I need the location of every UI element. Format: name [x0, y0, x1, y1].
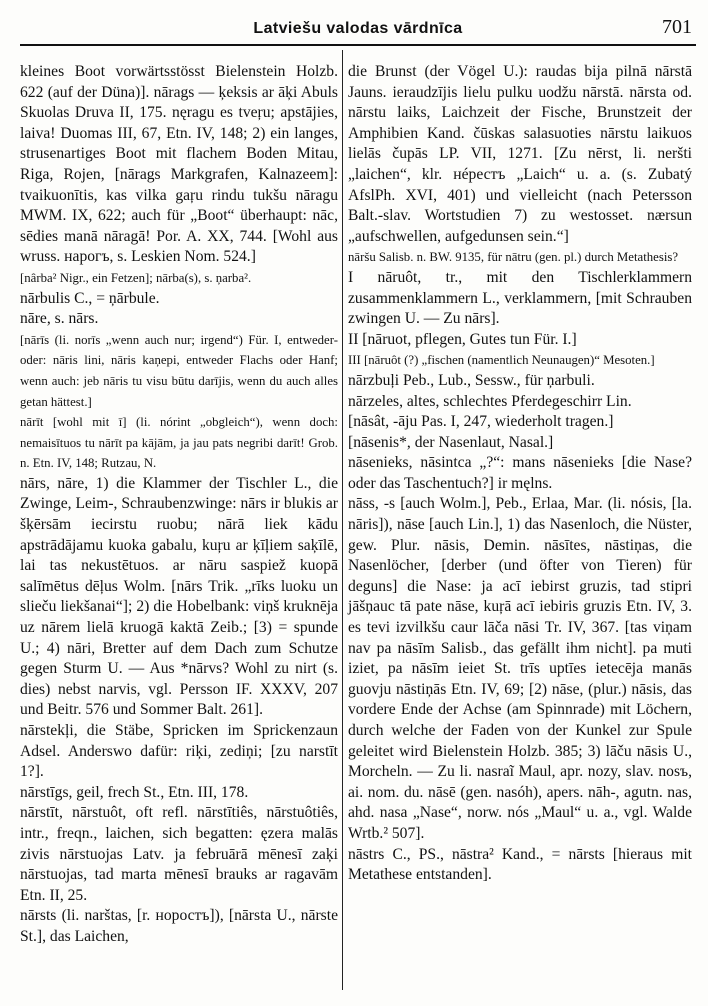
entry-nasat: [nāsât, -āju Pas. I, 247, wiederholt tragen.] — [348, 413, 614, 431]
entry-narsts-continued: die Brunst (der Vögel U.): raudas bija pilnā nārstā Jauns. ieraudzījis lielu pulku uodžu nārstā. nārsta od. nārstu laiks, Laichzeit der Fische, Brunstzeit der Amphibien Kand. čūskas salasuoties nārstu laikuos lielās čupās LP. VII, 1271. [Zu nērst, li. neršti „laichen“, klr. нéрестъ „Laich“ u. a. (s. Zubatý AfslPh. XVI, 401) und vielleicht (nach Petersson Balt.-slav. Wortstudien 7) zu westosset. nærsun „aufschwellen, aufgedunsen sein.“] — [348, 63, 692, 245]
entry-naris: [nārīs (li. norīs „wenn auch nur; irgend“) Für. I, entweder-oder: nāris lini, nāris kaņepi, entweder Flachs oder Hanf; wenn auch: jeb nāris tu visu būtu darījis, wenn du auch alles getan hättest.] — [20, 332, 338, 409]
entry-narsts: nārsts (li. narštas, [r. норостъ]), [nārsta U., nārste St.], das Laichen, — [20, 907, 338, 945]
page-header — [20, 4, 696, 46]
entry-naruot-2: II [nāruot, pflegen, Gutes tun Für. I.] — [348, 330, 577, 348]
left-column — [20, 62, 338, 948]
entry-nars: nārs, nāre, 1) die Klammer der Tischler L., die Zwinge, Leim-, Schraubenzwinge: nārs ir blukis ar šķērsām iecirstu ruobu; nārā liek kādu apstrādājamu kuoka gabalu, kuŗu ar ķīļiem saķīlē, lai tas nekustētuos. ar nāru saspiež kuopā salīmētus dēļus Wolm. [nārs Trik. „rīks luoku un slieču liekšanai“]; 2) die Hobelbank: viņš kruknēja uz nārem lielā kruogā kaktā Zeib.; [3) = spunde U.; 4) nāri, Bretter auf dem Dach zum Schutze gegen Sturm U. — Aus *nārvs? Wohl zu nirt (s. dies) nebst narvis, vgl. Persson IF. XXXV, 207 und Beitr. 576 und Sommer Balt. 261]. — [20, 474, 338, 719]
entry-narzeles: nārzeles, altes, schlechtes Pferdegeschirr Lin. — [348, 392, 632, 410]
entry-naruot-1: I nāruôt, tr., mit den Tischlerklammern zusammenklammern L., verklammern, [mit Schrauben zwingen U. — Zu nārs]. — [348, 268, 692, 328]
page-number: 701 — [662, 16, 692, 38]
entry-narzbuli: nārzbuļi Peb., Lub., Sessw., für ņarbuli. — [348, 371, 595, 389]
entry-narit: nārīt [wohl mit ī] (li. nórint „obgleich“), wenn doch: nemaisītuos tu nārīt pa kājām, ja jau pats negribi darīt! Grob. n. Etn. IV, 148; Rutzau, N. — [20, 415, 338, 471]
entry-narstit: nārstīt, nārstuôt, oft refl. nārstītiês, nārstuôtiês, intr., freqn., laichen, sich begatten: ęzera malās zivis nārstuojas Latv. ja februārā mēnesī zaķi nārstuojas, tad marta mēnesī brauks ar ragavām Etn. II, 25. — [20, 804, 338, 904]
entry-narsu: nāršu Salisb. n. BW. 9135, für nātru (gen. pl.) durch Metathesis? — [348, 250, 679, 265]
entry-nastrs: nāstrs C., PS., nāstra² Kand., = nārsts [hieraus mit Metathese entstanden]. — [348, 845, 692, 884]
entry-narstekli: nārstekļi, die Stäbe, Spricken im Sprickenzaun Adsel. Anderswo dafür: riķi, zediņi; [zu narstīt 1?]. — [20, 722, 338, 781]
entry-nass: nāss, -s [auch Wolm.], Peb., Erlaa, Mar. (li. nósis, [la. nāris]), nāse [auch Lin.], 1) das Nasenloch, die Nüster, gew. Plur. nāsis, Demin. nāsītes, nāstiņas, die Nasenlöcher, [derber (und öfter von Tieren) für deguns] die Nase: ja acī iebirst gruzis, tad stipri jāšņauc tā pate nāse, kuŗā acī iebiris gruzis Etn. IV, 3. es tevi izvilkšu caur lāča nāsi Tr. IV, 367. [tas viņam nav pa nāsīm Salisb., das gefällt ihm nicht]. pa muti iziet, pa nāsīm ieiet St. trīs uptīes ietecēja manās guovju nāstiņās Etn. IV, 69; [2) nāse, (plur.) nāsis, das vordere Ende der Achse (am Spinnrade) mit Löchern, durch welche der Faden von der Kunkel zur Spule geleitet wird Bielenstein Holzb. 385; 3) lāču nāsis U., Morcheln. — Zu li. nasraĩ Maul, apr. nozy, slav. nosъ, ai. nom. du. nāsē (gen. nasóh), apers. nāh-, agutn. nas, ahd. nasa „Nase“, norw. nós „Maul“ u. a., vgl. Walde Wrtb.² 507]. — [348, 495, 692, 842]
entry-narstigs: nārstīgs, geil, frech St., Etn. III, 178. — [20, 783, 249, 801]
entry-nasenieks: nāsenieks, nāsintca „?“: mans nāsenieks [die Nase? oder das Taschentuch?] ir męlns. — [348, 454, 692, 492]
entry-continuation: kleines Boot vorwärtsstösst Bielenstein Holzb. 622 (auf der Düna)]. nārags — ķeksis ar āķi Abuls Skuolas Druva II, 175. nęragu es tveŗu; apstājies, laiva! Duomas III, 67, Etn. IV, 148; 2) ein langes, strusenartiges Boot mit flachem Boden Mitau, Riga, Rojen, [nārags Markgrafen, Kalnazeem]: tvaikuonītis, kas vilka gaŗu rindu tukšu nāragu MWM. IX, 622; auch für „Boot“ überhaupt: nāc, sēdies manā nāragā! Por. A. XX, 744. [Wohl aus wruss. нарогъ, s. Leskien Nom. 524.] — [20, 63, 338, 266]
entry-naruot-3: III [nāruôt (?) „fischen (namentlich Neunaugen)“ Mesoten.] — [348, 353, 655, 368]
right-column — [348, 62, 692, 886]
entry-nasenis: [nāsenis*, der Nasenlaut, Nasal.] — [348, 433, 554, 451]
entry-narbulis: nārbulis C., = ņārbule. — [20, 289, 160, 307]
running-title: Latviešu valodas vārdnīca — [253, 20, 463, 37]
entry-narba: [nârba² Nigr., ein Fetzen]; nārba(s), s. ņarba². — [20, 270, 252, 285]
entry-nare: nāre, s. nārs. — [20, 310, 99, 328]
column-divider — [342, 50, 343, 990]
